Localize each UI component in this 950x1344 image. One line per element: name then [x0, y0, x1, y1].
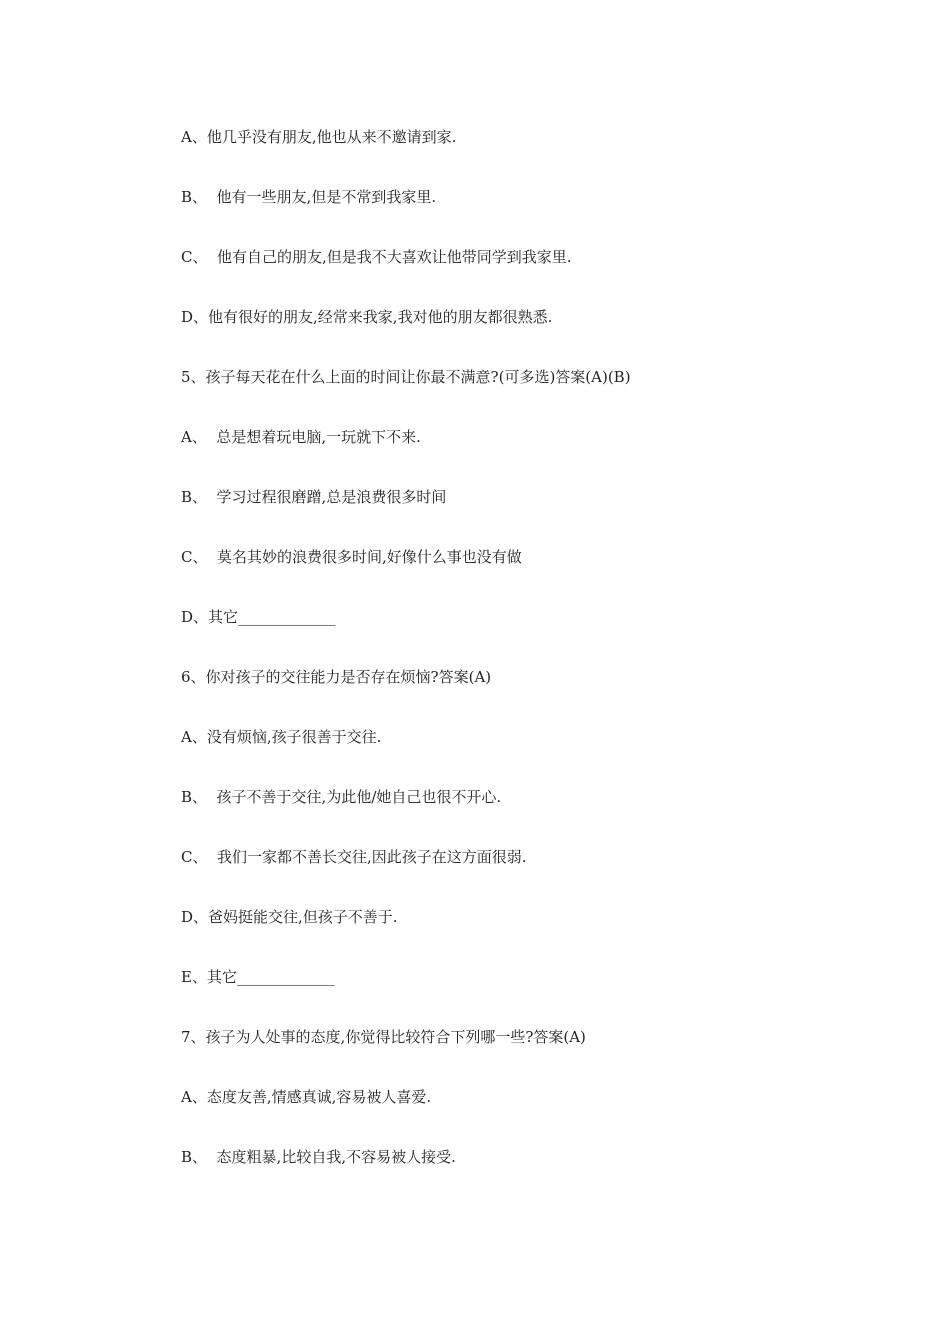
option-a-q4: A、他几乎没有朋友,他也从来不邀请到家. [181, 128, 457, 146]
option-b-q6: B、 孩子不善于交往,为此他/她自己也很不开心. [181, 788, 502, 806]
questionnaire-text [181, 127, 881, 1207]
option-d-q4: D、他有很好的朋友,经常来我家,我对他的朋友都很熟悉. [181, 308, 553, 326]
option-c-q4: C、 他有自己的朋友,但是我不大喜欢让他带同学到我家里. [181, 248, 572, 266]
option-a-q5: A、 总是想着玩电脑,一玩就下不来. [181, 428, 421, 446]
option-e-q6: E、其它_____________ [181, 968, 335, 986]
option-b-q7: B、 态度粗暴,比较自我,不容易被人接受. [181, 1148, 456, 1166]
option-c-q5: C、 莫名其妙的浪费很多时间,好像什么事也没有做 [181, 548, 522, 566]
question-6: 6、你对孩子的交往能力是否存在烦恼?答案(A) [181, 668, 492, 686]
option-c-q6: C、 我们一家都不善长交往,因此孩子在这方面很弱. [181, 848, 527, 866]
option-d-q5: D、其它_____________ [181, 608, 336, 626]
option-a-q6: A、没有烦恼,孩子很善于交往. [181, 728, 382, 746]
option-b-q4: B、 他有一些朋友,但是不常到我家里. [181, 188, 437, 206]
question-5: 5、孩子每天花在什么上面的时间让你最不满意?(可多选)答案(A)(B) [181, 368, 631, 386]
question-7: 7、孩子为人处事的态度,你觉得比较符合下列哪一些?答案(A) [181, 1028, 586, 1046]
option-d-q6: D、爸妈挺能交往,但孩子不善于. [181, 908, 398, 926]
option-a-q7: A、态度友善,情感真诚,容易被人喜爱. [181, 1088, 432, 1106]
option-b-q5: B、 学习过程很磨蹭,总是浪费很多时间 [181, 488, 447, 506]
